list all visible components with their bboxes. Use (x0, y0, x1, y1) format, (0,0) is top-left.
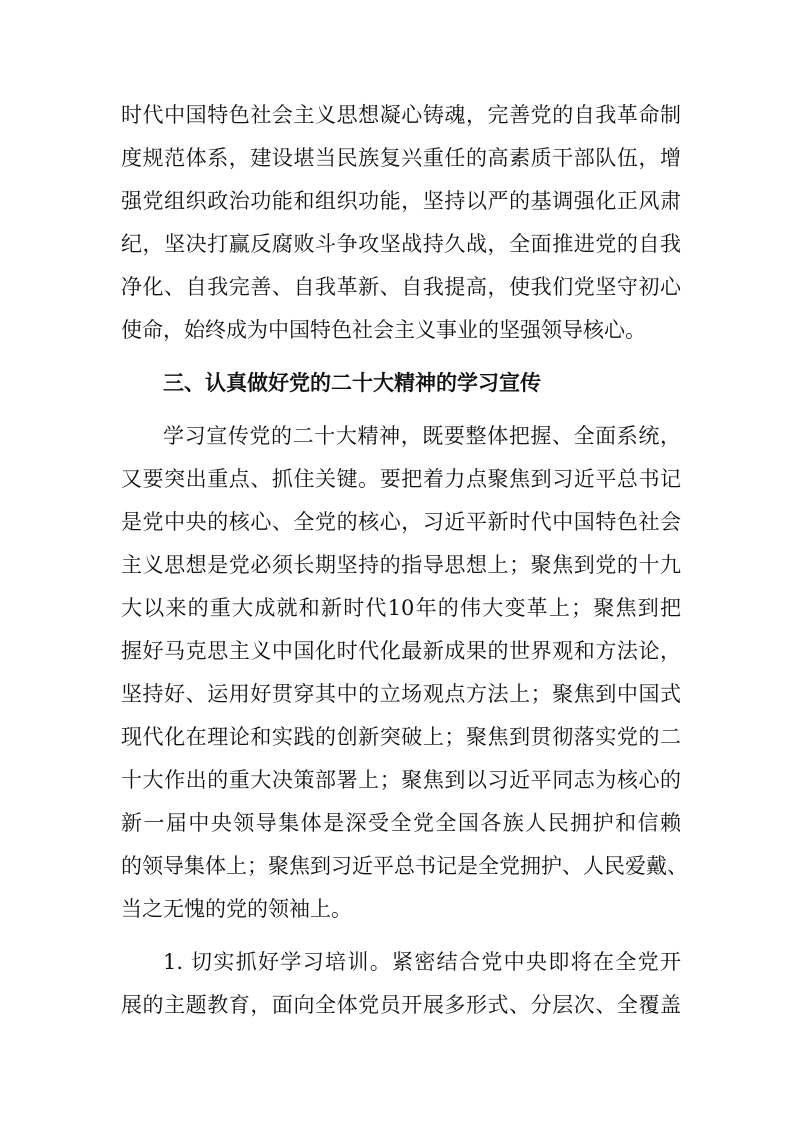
paragraph-3-line-1: 1. 切实抓好学习培训。紧密结合党中央即将在全党开 (163, 950, 681, 974)
paragraph-2-line-4: 主义思想是党必须长期坚持的指导思想上；聚焦到党的十九 (121, 553, 681, 577)
paragraph-2-line-11: 的领导集体上；聚焦到习近平总书记是全党拥护、人民爱戴、 (121, 854, 688, 878)
paragraph-2-line-3: 是党中央的核心、全党的核心，习近平新时代中国特色社会 (121, 510, 681, 534)
paragraph-2-line-12: 当之无愧的党的领袖上。 (121, 897, 352, 921)
paragraph-2-line-7: 坚持好、运用好贯穿其中的立场观点方法上；聚焦到中国式 (121, 682, 681, 706)
paragraph-2-line-10: 新一届中央领导集体是深受全党全国各族人民拥护和信赖 (121, 811, 681, 835)
paragraph-1-line-2: 度规范体系，建设堪当民族复兴重任的高素质干部队伍，增 (121, 146, 681, 170)
paragraph-2-line-5: 大以来的重大成就和新时代10年的伟大变革上；聚焦到把 (121, 596, 681, 620)
paragraph-2-line-8: 现代化在理论和实践的创新突破上；聚焦到贯彻落实党的二 (121, 725, 681, 749)
paragraph-2-line-6: 握好马克思主义中国化时代化最新成果的世界观和方法论， (121, 639, 681, 663)
paragraph-1-line-1: 时代中国特色社会主义思想凝心铸魂，完善党的自我革命制 (121, 103, 681, 127)
section-heading: 三、认真做好党的二十大精神的学习宣传 (163, 371, 541, 395)
paragraph-3-line-2: 展的主题教育，面向全体党员开展多形式、分层次、全覆盖 (121, 993, 681, 1017)
paragraph-1-line-5: 净化、自我完善、自我革新、自我提高，使我们党坚守初心 (121, 275, 681, 299)
paragraph-1-line-3: 强党组织政治功能和组织功能，坚持以严的基调强化正风肃 (121, 189, 681, 213)
paragraph-1-line-4: 纪，坚决打赢反腐败斗争攻坚战持久战，全面推进党的自我 (121, 232, 681, 256)
paragraph-2-line-9: 十大作出的重大决策部署上；聚焦到以习近平同志为核心的 (121, 768, 681, 792)
paragraph-1-line-6: 使命，始终成为中国特色社会主义事业的坚强领导核心。 (121, 318, 646, 342)
paragraph-2-line-1: 学习宣传党的二十大精神，既要整体把握、全面系统， (163, 424, 681, 448)
paragraph-2-line-2: 又要突出重点、抓住关键。要把着力点聚焦到习近平总书记 (121, 467, 681, 491)
